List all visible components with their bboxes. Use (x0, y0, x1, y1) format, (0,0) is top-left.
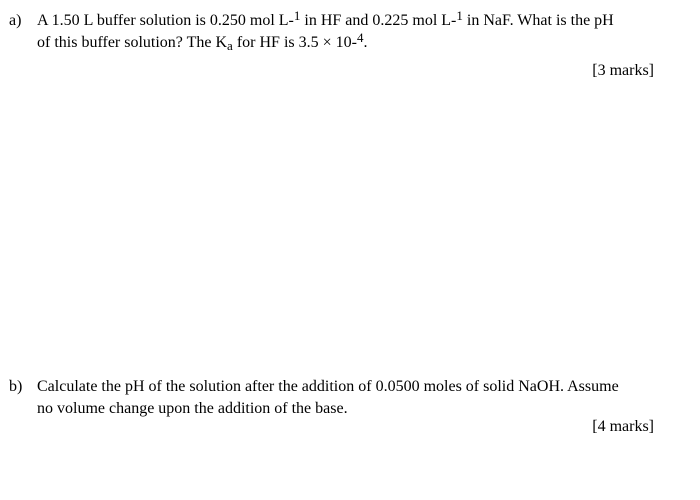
question-a-line-2-part-2: for HF is 3.5 × 10- (232, 34, 357, 51)
question-a-line-2-part-3: . (363, 34, 368, 51)
question-b-line-2: no volume change upon the addition of the base. (37, 400, 348, 417)
ka-exponent: 4 (356, 30, 364, 45)
question-b-marks: [4 marks] (592, 418, 654, 435)
question-a-line-1 (37, 10, 657, 32)
question-a-marks: [3 marks] (592, 62, 654, 79)
question-a-label: a) (9, 12, 22, 29)
question-a-line-2 (37, 32, 657, 54)
hf-concentration-unit-exponent: 1 (293, 8, 301, 23)
question-b-line-1: Calculate the pH of the solution after the addition of 0.0500 moles of solid NaOH. Assume (37, 378, 619, 395)
question-a-line-2-part-1: of this buffer solution? The K (37, 34, 228, 51)
question-b-text (37, 376, 657, 420)
question-a-line-1-part-3: in NaF. What is the pH (462, 12, 614, 29)
question-b-label: b) (9, 378, 23, 395)
question-a-line-1-part-2: in HF and 0.225 mol L- (300, 12, 457, 29)
ka-subscript: a (227, 38, 233, 53)
question-a-line-1-part-1: A 1.50 L buffer solution is 0.250 mol L- (37, 12, 294, 29)
question-a-text (37, 10, 657, 54)
naf-concentration-unit-exponent: 1 (456, 8, 463, 23)
